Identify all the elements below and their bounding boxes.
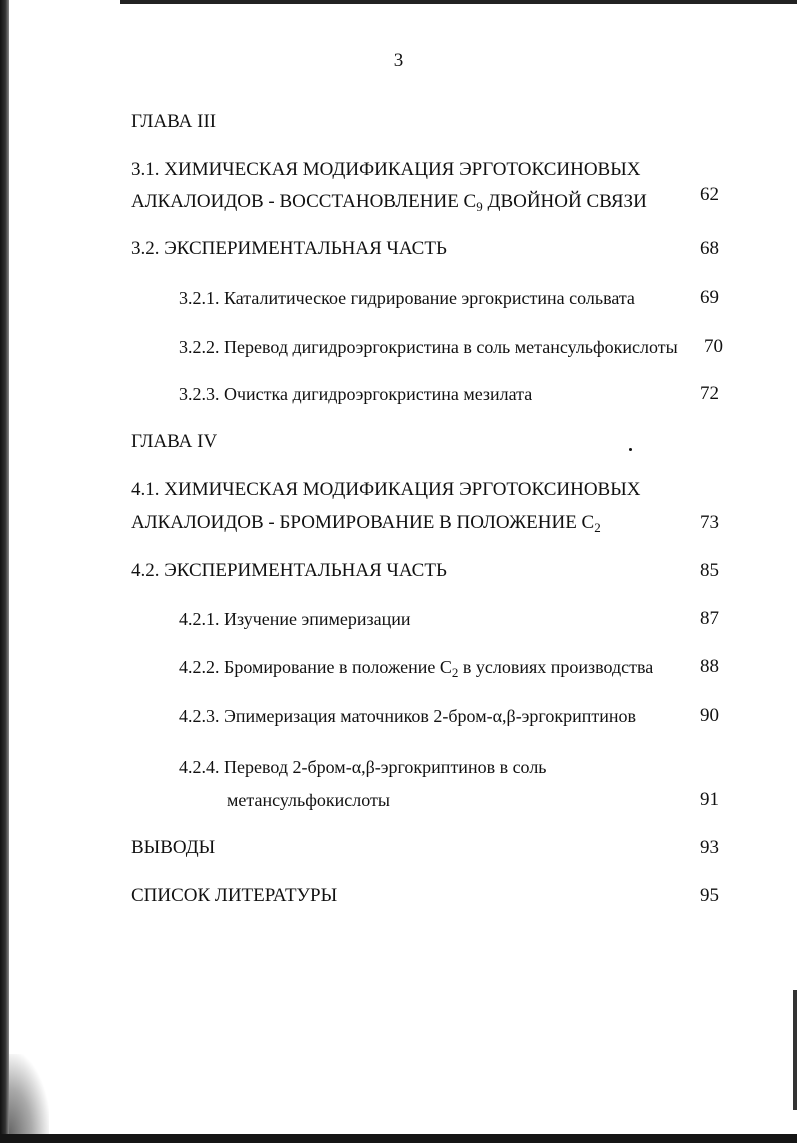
toc-page-3-1: 62 bbox=[700, 184, 719, 205]
toc-page-4-2-2: 88 bbox=[700, 656, 719, 677]
stray-mark bbox=[629, 448, 632, 451]
toc-page-references: 95 bbox=[700, 885, 719, 906]
scan-edge-bottom bbox=[0, 1134, 797, 1143]
toc-page-4-2-4: 91 bbox=[700, 789, 719, 810]
toc-chapter-3: ГЛАВА III bbox=[131, 111, 217, 132]
toc-page-4-1: 73 bbox=[700, 512, 719, 533]
toc-section-4-1-line2: АЛКАЛОИДОВ - БРОМИРОВАНИЕ В ПОЛОЖЕНИЕ $C_2$ bbox=[131, 512, 601, 535]
page-number: 3 bbox=[393, 50, 404, 71]
toc-section-4-1-line1: 4.1. ХИМИЧЕСКАЯ МОДИФИКАЦИЯ ЭРГОТОКСИНОВЫХ bbox=[131, 479, 641, 500]
toc-section-4-2-3: 4.2.3. Эпимеризация маточников 2-бром-α,β-эргокриптинов bbox=[179, 706, 636, 726]
toc-section-3-1-line2: АЛКАЛОИДОВ - ВОССТАНОВЛЕНИЕ $C_9$ ДВОЙНОЙ СВЯЗИ bbox=[131, 191, 647, 214]
scan-edge-left bbox=[0, 0, 9, 1143]
toc-page-conclusions: 93 bbox=[700, 837, 719, 858]
toc-section-3-2-2: 3.2.2. Перевод дигидроэргокристина в соль метансульфокислоты bbox=[179, 337, 678, 357]
scan-edge-top bbox=[120, 0, 797, 4]
scan-smudge bbox=[9, 1054, 49, 1134]
toc-section-4-2-2: 4.2.2. Бромирование в положение $C_2$ в условиях производства bbox=[179, 657, 654, 680]
toc-references: СПИСОК ЛИТЕРАТУРЫ bbox=[131, 885, 338, 906]
toc-section-4-2-4-line1: 4.2.4. Перевод 2-бром-α,β-эргокриптинов в соль bbox=[179, 757, 547, 777]
scan-edge-right bbox=[793, 990, 797, 1110]
toc-section-3-2-1: 3.2.1. Каталитическое гидрирование эргокристина сольвата bbox=[179, 288, 635, 308]
toc-page-3-2: 68 bbox=[700, 238, 719, 259]
toc-section-4-2-4-line2: метансульфокислоты bbox=[227, 790, 390, 810]
toc-section-3-1-line1: 3.1. ХИМИЧЕСКАЯ МОДИФИКАЦИЯ ЭРГОТОКСИНОВЫХ bbox=[131, 159, 641, 180]
toc-section-3-2-3: 3.2.3. Очистка дигидроэргокристина мезилата bbox=[179, 384, 533, 404]
toc-page-4-2: 85 bbox=[700, 560, 719, 581]
toc-page-4-2-1: 87 bbox=[700, 608, 719, 629]
toc-section-4-2: 4.2. ЭКСПЕРИМЕНТАЛЬНАЯ ЧАСТЬ bbox=[131, 560, 447, 581]
toc-page-3-2-3: 72 bbox=[700, 383, 719, 404]
toc-page-3-2-1: 69 bbox=[700, 287, 719, 308]
toc-section-4-2-1: 4.2.1. Изучение эпимеризации bbox=[179, 609, 411, 629]
toc-page-4-2-3: 90 bbox=[700, 705, 719, 726]
toc-chapter-4: ГЛАВА IV bbox=[131, 431, 218, 452]
toc-page-3-2-2: 70 bbox=[704, 336, 723, 357]
toc-section-3-2: 3.2. ЭКСПЕРИМЕНТАЛЬНАЯ ЧАСТЬ bbox=[131, 238, 447, 259]
toc-conclusions: ВЫВОДЫ bbox=[131, 837, 216, 858]
